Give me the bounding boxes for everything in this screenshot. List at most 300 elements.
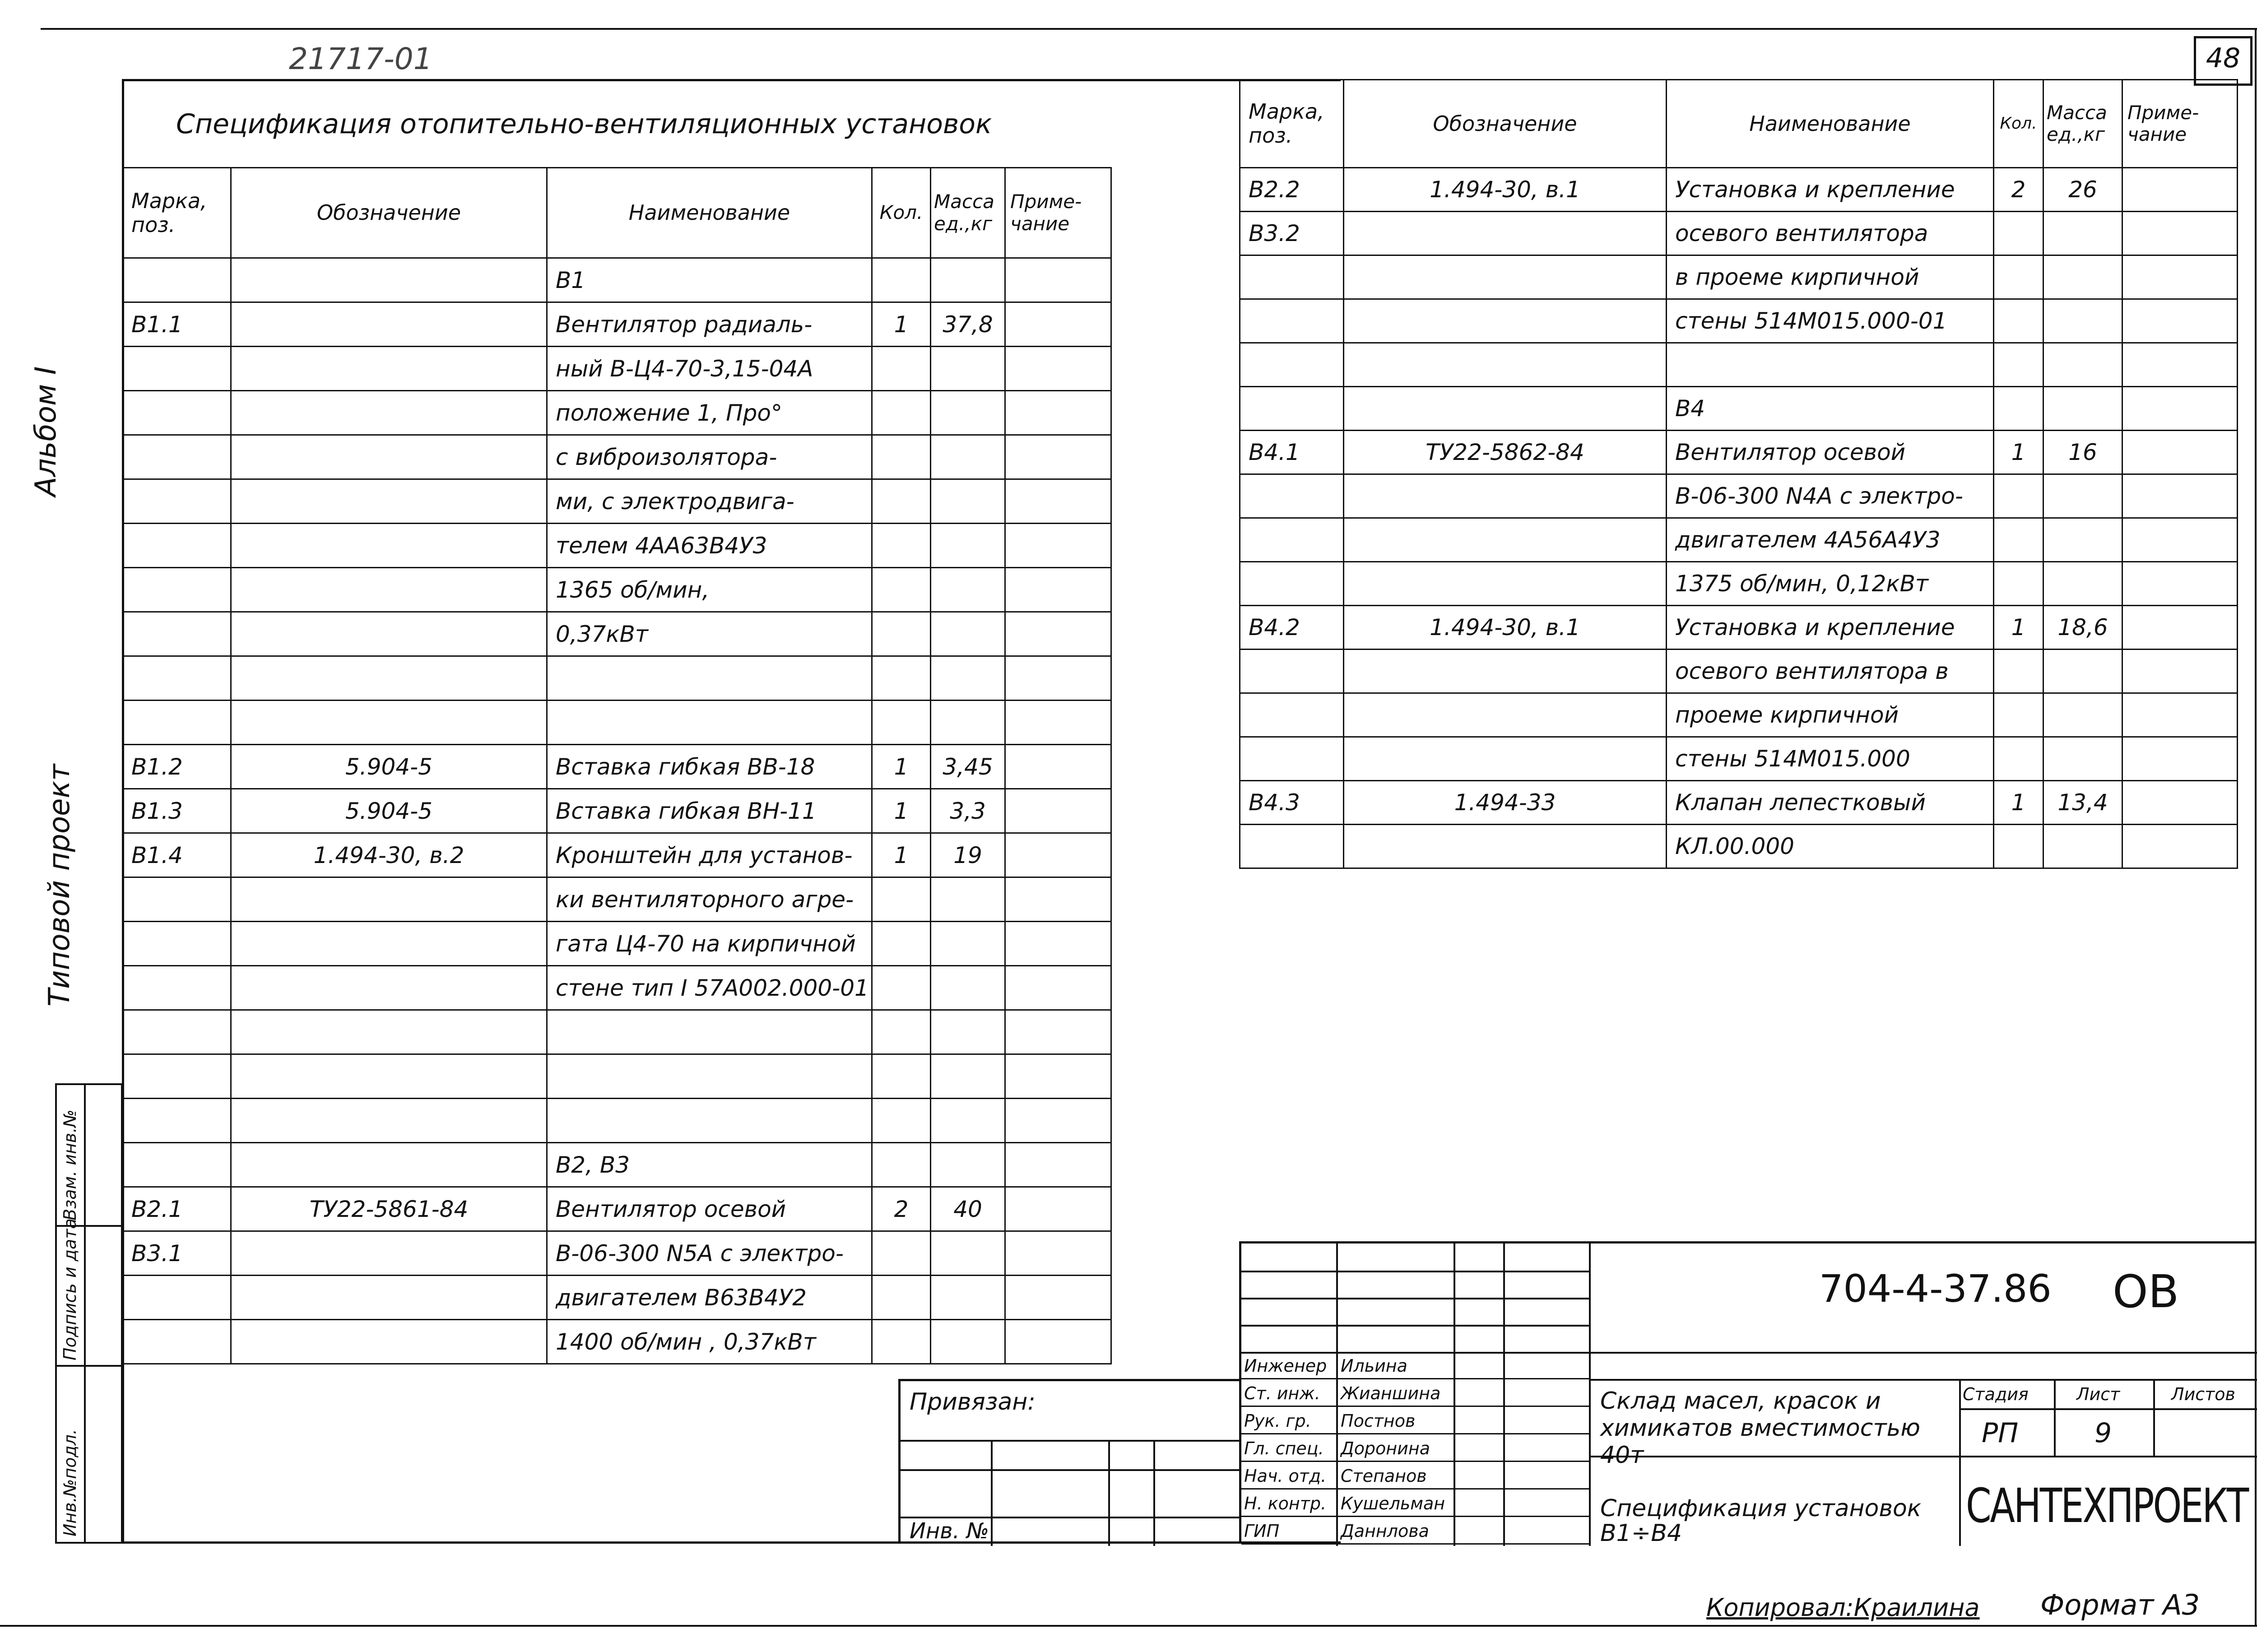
table-row — [123, 435, 1111, 479]
cell-designation — [231, 1276, 547, 1320]
cell-mass — [931, 1276, 1005, 1320]
tb-divider — [1959, 1408, 2257, 1410]
cell-note — [2122, 518, 2238, 562]
role-person: Постнов — [1341, 1411, 1416, 1431]
cell-designation — [231, 1099, 547, 1143]
cell-designation — [231, 922, 547, 966]
cell-designation: ТУ22-5861-84 — [231, 1187, 547, 1231]
cell-designation: 1.494-33 — [1344, 781, 1667, 825]
col-name-header: Наименование — [1667, 80, 1994, 168]
cell-note — [1005, 789, 1111, 833]
cell-name: Вентилятор радиаль- — [547, 302, 872, 347]
table-row — [123, 258, 1111, 302]
cell-mark — [1240, 562, 1344, 606]
cell-note — [2122, 825, 2238, 868]
cell-note — [1005, 1231, 1111, 1276]
cell-qty — [1994, 255, 2043, 299]
cell-qty — [1994, 299, 2043, 343]
cell-qty — [872, 966, 931, 1010]
cell-name: В4 — [1667, 387, 1994, 431]
cell-mark — [123, 1010, 231, 1054]
cell-mark: В1.4 — [123, 833, 231, 877]
cell-designation — [231, 479, 547, 524]
cell-qty — [872, 1276, 931, 1320]
cell-mark: В4.2 — [1240, 606, 1344, 650]
cell-note — [2122, 387, 2238, 431]
cell-mass — [2043, 343, 2122, 387]
cell-note — [1005, 347, 1111, 391]
cell-name: В2, В3 — [547, 1143, 872, 1187]
cell-note — [1005, 612, 1111, 656]
right-spec-table — [1239, 79, 2238, 869]
cell-mark — [123, 258, 231, 302]
cell-designation — [1344, 650, 1667, 693]
cell-qty: 1 — [872, 745, 931, 789]
role-person: Жианшина — [1341, 1383, 1441, 1403]
cell-mass — [931, 258, 1005, 302]
table-row — [1240, 650, 2238, 693]
cell-qty: 1 — [872, 833, 931, 877]
cell-name: стены 514М015.000 — [1667, 737, 1994, 781]
cell-designation: ТУ22-5862-84 — [1344, 431, 1667, 474]
cell-mass — [931, 347, 1005, 391]
cell-mark — [1240, 693, 1344, 737]
cell-note — [2122, 562, 2238, 606]
cell-qty — [872, 1099, 931, 1143]
cell-note — [2122, 606, 2238, 650]
cell-name: двигателем 4А56А4У3 — [1667, 518, 1994, 562]
cell-designation — [231, 612, 547, 656]
cell-name: ми, с электродвига- — [547, 479, 872, 524]
role-row — [1241, 1490, 1589, 1517]
linked-divider — [1153, 1440, 1155, 1546]
table-row — [123, 612, 1111, 656]
cell-mass — [2043, 212, 2122, 255]
table-row — [1240, 343, 2238, 387]
album-label: Альбом I — [29, 366, 63, 497]
cell-mass — [2043, 518, 2122, 562]
cell-mark: В3.1 — [123, 1231, 231, 1276]
cell-name: 1375 об/мин, 0,12кВт — [1667, 562, 1994, 606]
side-stamp-row-divider — [57, 1365, 121, 1367]
cell-mass: 3,45 — [931, 745, 1005, 789]
cell-name: осевого вентилятора — [1667, 212, 1994, 255]
cell-mass: 19 — [931, 833, 1005, 877]
cell-designation — [231, 435, 547, 479]
cell-note — [1005, 479, 1111, 524]
cell-qty — [1994, 387, 2043, 431]
cell-designation — [1344, 387, 1667, 431]
role-title: Рук. гр. — [1244, 1411, 1311, 1431]
table-row — [123, 877, 1111, 922]
cell-mark — [123, 922, 231, 966]
cell-qty: 2 — [872, 1187, 931, 1231]
cell-designation — [1344, 562, 1667, 606]
role-row — [1241, 1407, 1589, 1434]
role-person: Ильина — [1341, 1356, 1407, 1376]
cell-designation — [231, 1143, 547, 1187]
role-person: Даннлова — [1341, 1521, 1429, 1541]
cell-qty — [872, 435, 931, 479]
cell-qty — [872, 1010, 931, 1054]
cell-mass — [931, 1099, 1005, 1143]
cell-mark — [123, 1099, 231, 1143]
cell-note — [2122, 212, 2238, 255]
table-row — [123, 1231, 1111, 1276]
cell-designation: 1.494-30, в.2 — [231, 833, 547, 877]
table-row — [123, 479, 1111, 524]
cell-mark — [123, 524, 231, 568]
cell-qty — [872, 922, 931, 966]
cell-qty — [872, 1143, 931, 1187]
sheets-label: Листов — [2171, 1384, 2235, 1404]
cell-name: гата Ц4-70 на кирпичной — [547, 922, 872, 966]
cell-note — [2122, 343, 2238, 387]
cell-mark — [1240, 299, 1344, 343]
cell-note — [1005, 1054, 1111, 1099]
doc-suffix: ОВ — [2113, 1265, 2179, 1318]
sheet-value: 9 — [2094, 1417, 2112, 1449]
cell-qty — [1994, 693, 2043, 737]
cell-designation — [231, 877, 547, 922]
cell-qty — [872, 347, 931, 391]
cell-qty: 1 — [1994, 606, 2043, 650]
tb-divider — [2153, 1379, 2155, 1456]
stamp-number: 21717-01 — [289, 42, 432, 76]
stage-value: РП — [1982, 1417, 2019, 1449]
inv-label: Инв. № — [910, 1518, 989, 1544]
table-row — [1240, 212, 2238, 255]
cell-qty — [1994, 562, 2043, 606]
tb-divider — [2054, 1379, 2056, 1456]
cell-name: телем 4АА63В4У3 — [547, 524, 872, 568]
cell-qty — [872, 701, 931, 745]
cell-designation — [1344, 518, 1667, 562]
table-row — [1240, 737, 2238, 781]
table-row — [123, 1099, 1111, 1143]
role-row — [1241, 1462, 1589, 1490]
cell-note — [1005, 568, 1111, 612]
cell-qty — [1994, 518, 2043, 562]
cell-mark: В4.1 — [1240, 431, 1344, 474]
cell-name: Вентилятор осевой — [547, 1187, 872, 1231]
cell-mark — [123, 1276, 231, 1320]
col-mass-header: Масса ед.,кг — [2043, 80, 2122, 168]
cell-designation — [1344, 825, 1667, 868]
table-row — [1240, 693, 2238, 737]
cell-note — [2122, 168, 2238, 212]
cell-name: 1365 об/мин, — [547, 568, 872, 612]
cell-name — [547, 1054, 872, 1099]
tb-divider — [1589, 1379, 2257, 1381]
side-stamp-strip — [55, 1083, 123, 1544]
cell-qty — [872, 656, 931, 701]
cell-qty — [872, 877, 931, 922]
cell-designation — [1344, 474, 1667, 518]
cell-note — [1005, 524, 1111, 568]
cell-qty: 1 — [872, 302, 931, 347]
table-row — [123, 1010, 1111, 1054]
sheet-corner-number: 48 — [2206, 42, 2241, 74]
cell-mark — [1240, 650, 1344, 693]
cell-designation — [1344, 299, 1667, 343]
cell-designation — [231, 1231, 547, 1276]
cell-mass — [2043, 562, 2122, 606]
cell-mark: В1.2 — [123, 745, 231, 789]
cell-name: с виброизолятора- — [547, 435, 872, 479]
cell-name: Вентилятор осевой — [1667, 431, 1994, 474]
table-row — [1240, 387, 2238, 431]
cell-mass — [931, 966, 1005, 1010]
cell-note — [1005, 258, 1111, 302]
cell-name: положение 1, Про° — [547, 391, 872, 435]
table-row — [123, 1320, 1111, 1364]
cell-name: В-06-300 N5А с электро- — [547, 1231, 872, 1276]
cell-designation — [231, 1010, 547, 1054]
table-row — [123, 568, 1111, 612]
cell-qty: 1 — [872, 789, 931, 833]
cell-mass — [2043, 299, 2122, 343]
linked-divider — [901, 1469, 1241, 1471]
table-row — [1240, 255, 2238, 299]
table-row — [123, 1143, 1111, 1187]
cell-mass — [931, 479, 1005, 524]
table-row — [123, 524, 1111, 568]
copied-by: Копировал:Краилина — [1706, 1593, 1980, 1622]
cell-name: осевого вентилятора в — [1667, 650, 1994, 693]
cell-designation — [231, 302, 547, 347]
doc-code: 704-4-37.86 — [1819, 1267, 2052, 1311]
cell-mark — [1240, 387, 1344, 431]
stage-label: Стадия — [1963, 1384, 2029, 1404]
role-title: Нач. отд. — [1244, 1466, 1327, 1486]
role-person: Степанов — [1341, 1466, 1427, 1486]
table-row — [123, 1187, 1111, 1231]
cell-mass: 26 — [2043, 168, 2122, 212]
object-title: Склад масел, красок и химикатов вместимостью 40т — [1600, 1387, 1921, 1469]
side-stamp-divider — [84, 1085, 86, 1542]
cell-mark: В3.2 — [1240, 212, 1344, 255]
cell-mark: В1.1 — [123, 302, 231, 347]
cell-name: Клапан лепестковый — [1667, 781, 1994, 825]
col-designation-header: Обозначение — [1344, 80, 1667, 168]
role-title: Н. контр. — [1244, 1494, 1327, 1513]
cell-designation — [231, 391, 547, 435]
cell-qty — [872, 524, 931, 568]
cell-mass — [2043, 387, 2122, 431]
cell-name: В1 — [547, 258, 872, 302]
cell-note — [1005, 701, 1111, 745]
cell-name — [547, 1099, 872, 1143]
cell-qty — [1994, 825, 2043, 868]
col-note-header: Приме- чание — [2122, 80, 2238, 168]
cell-mark — [123, 656, 231, 701]
linked-label: Привязан: — [910, 1388, 1036, 1415]
cell-mark: В1.3 — [123, 789, 231, 833]
left-spec-table — [122, 167, 1112, 1364]
cell-name: КЛ.00.000 — [1667, 825, 1994, 868]
table-row — [123, 789, 1111, 833]
cell-note — [1005, 922, 1111, 966]
cell-mark — [1240, 825, 1344, 868]
cell-mass: 37,8 — [931, 302, 1005, 347]
table-row — [123, 391, 1111, 435]
cell-note — [2122, 431, 2238, 474]
top-border-line — [41, 28, 2257, 30]
cell-qty — [1994, 474, 2043, 518]
table-row — [123, 745, 1111, 789]
left-spec-body — [123, 258, 1111, 1364]
table-row — [1240, 431, 2238, 474]
cell-note — [1005, 1010, 1111, 1054]
col-designation-header: Обозначение — [231, 168, 547, 258]
cell-designation — [231, 656, 547, 701]
cell-mark — [123, 1054, 231, 1099]
cell-qty — [872, 612, 931, 656]
cell-name — [547, 701, 872, 745]
cell-name: стене тип I 57А002.000-01 — [547, 966, 872, 1010]
cell-name: Кронштейн для установ- — [547, 833, 872, 877]
role-row — [1241, 1434, 1589, 1462]
cell-designation: 1.494-30, в.1 — [1344, 168, 1667, 212]
cell-mass: 13,4 — [2043, 781, 2122, 825]
sheet-label: Лист — [2076, 1384, 2120, 1404]
cell-note — [1005, 745, 1111, 789]
cell-designation — [1344, 693, 1667, 737]
cell-qty: 1 — [1994, 781, 2043, 825]
cell-note — [1005, 1187, 1111, 1231]
cell-mark — [123, 347, 231, 391]
role-title: Инженер — [1244, 1356, 1327, 1376]
cell-mass: 3,3 — [931, 789, 1005, 833]
cell-name — [1667, 343, 1994, 387]
cell-note — [1005, 1099, 1111, 1143]
cell-designation — [231, 347, 547, 391]
cell-note — [1005, 1320, 1111, 1364]
table-row — [1240, 781, 2238, 825]
cell-mark — [1240, 474, 1344, 518]
cell-name: 1400 об/мин , 0,37кВт — [547, 1320, 872, 1364]
role-person: Доронина — [1341, 1439, 1430, 1458]
linked-block — [898, 1379, 1239, 1544]
cell-name: Вставка гибкая ВН-11 — [547, 789, 872, 833]
title-block — [1239, 1241, 2255, 1547]
cell-qty — [872, 1054, 931, 1099]
cell-mass — [931, 391, 1005, 435]
cell-mass — [2043, 693, 2122, 737]
cell-mass — [2043, 255, 2122, 299]
cell-note — [1005, 833, 1111, 877]
cell-mass — [931, 568, 1005, 612]
org-name: САНТЕХПРОЕКТ — [1966, 1478, 2248, 1533]
table-row — [123, 966, 1111, 1010]
cell-qty — [872, 1231, 931, 1276]
table-row — [1240, 299, 2238, 343]
col-note-header: Приме- чание — [1005, 168, 1111, 258]
cell-qty — [872, 258, 931, 302]
cell-note — [2122, 255, 2238, 299]
bottom-border-line — [0, 1625, 2257, 1627]
cell-mass — [931, 1320, 1005, 1364]
cell-mass — [2043, 825, 2122, 868]
col-mark-header: Марка, поз. — [1240, 80, 1344, 168]
cell-designation — [231, 701, 547, 745]
tb-divider — [1241, 1325, 1589, 1327]
col-qty-header: Кол. — [1994, 80, 2043, 168]
cell-name: стены 514М015.000-01 — [1667, 299, 1994, 343]
cell-mark — [1240, 518, 1344, 562]
table-row — [123, 833, 1111, 877]
cell-mark — [1240, 255, 1344, 299]
table-row — [1240, 518, 2238, 562]
cell-qty — [1994, 650, 2043, 693]
cell-name: ки вентиляторного агре- — [547, 877, 872, 922]
cell-mark — [123, 435, 231, 479]
cell-mass — [931, 701, 1005, 745]
cell-designation — [231, 524, 547, 568]
cell-note — [2122, 299, 2238, 343]
cell-mark: В4.3 — [1240, 781, 1344, 825]
cell-mark — [1240, 343, 1344, 387]
col-mark-header: Марка, поз. — [123, 168, 231, 258]
cell-mass: 16 — [2043, 431, 2122, 474]
cell-designation — [231, 568, 547, 612]
cell-designation: 5.904-5 — [231, 745, 547, 789]
role-title: Гл. спец. — [1244, 1439, 1324, 1458]
cell-qty: 1 — [1994, 431, 2043, 474]
cell-note — [1005, 1276, 1111, 1320]
table-row — [123, 1054, 1111, 1099]
cell-mass: 40 — [931, 1187, 1005, 1231]
cell-designation — [231, 966, 547, 1010]
cell-note — [1005, 656, 1111, 701]
cell-qty — [1994, 212, 2043, 255]
cell-mass — [931, 612, 1005, 656]
table-row — [1240, 606, 2238, 650]
cell-mass — [931, 1054, 1005, 1099]
cell-designation — [231, 1320, 547, 1364]
cell-qty — [872, 568, 931, 612]
cell-mass — [931, 1010, 1005, 1054]
cell-designation — [1344, 255, 1667, 299]
cell-mark: В2.2 — [1240, 168, 1344, 212]
right-spec-body — [1240, 168, 2238, 868]
cell-mark — [123, 701, 231, 745]
role-person: Кушельман — [1341, 1494, 1445, 1513]
left-spec-title: Спецификация отопительно-вентиляционных установок — [176, 108, 992, 140]
side-stamp-replace: Взам. инв.№ — [60, 1109, 80, 1220]
cell-note — [2122, 474, 2238, 518]
linked-divider — [901, 1440, 1241, 1442]
cell-name: Установка и крепление — [1667, 606, 1994, 650]
table-row — [123, 347, 1111, 391]
cell-mark — [123, 479, 231, 524]
cell-note — [1005, 435, 1111, 479]
cell-mass — [2043, 474, 2122, 518]
cell-name: ный В-Ц4-70-3,15-04А — [547, 347, 872, 391]
cell-mass — [931, 524, 1005, 568]
sheet-corner-box — [2194, 36, 2252, 86]
table-row — [123, 302, 1111, 347]
cell-name: 0,37кВт — [547, 612, 872, 656]
cell-designation — [1344, 343, 1667, 387]
cell-designation — [231, 1054, 547, 1099]
cell-mass — [931, 435, 1005, 479]
cell-designation — [1344, 737, 1667, 781]
cell-mark — [123, 568, 231, 612]
right-border-line — [2255, 28, 2257, 1626]
cell-mass — [931, 656, 1005, 701]
